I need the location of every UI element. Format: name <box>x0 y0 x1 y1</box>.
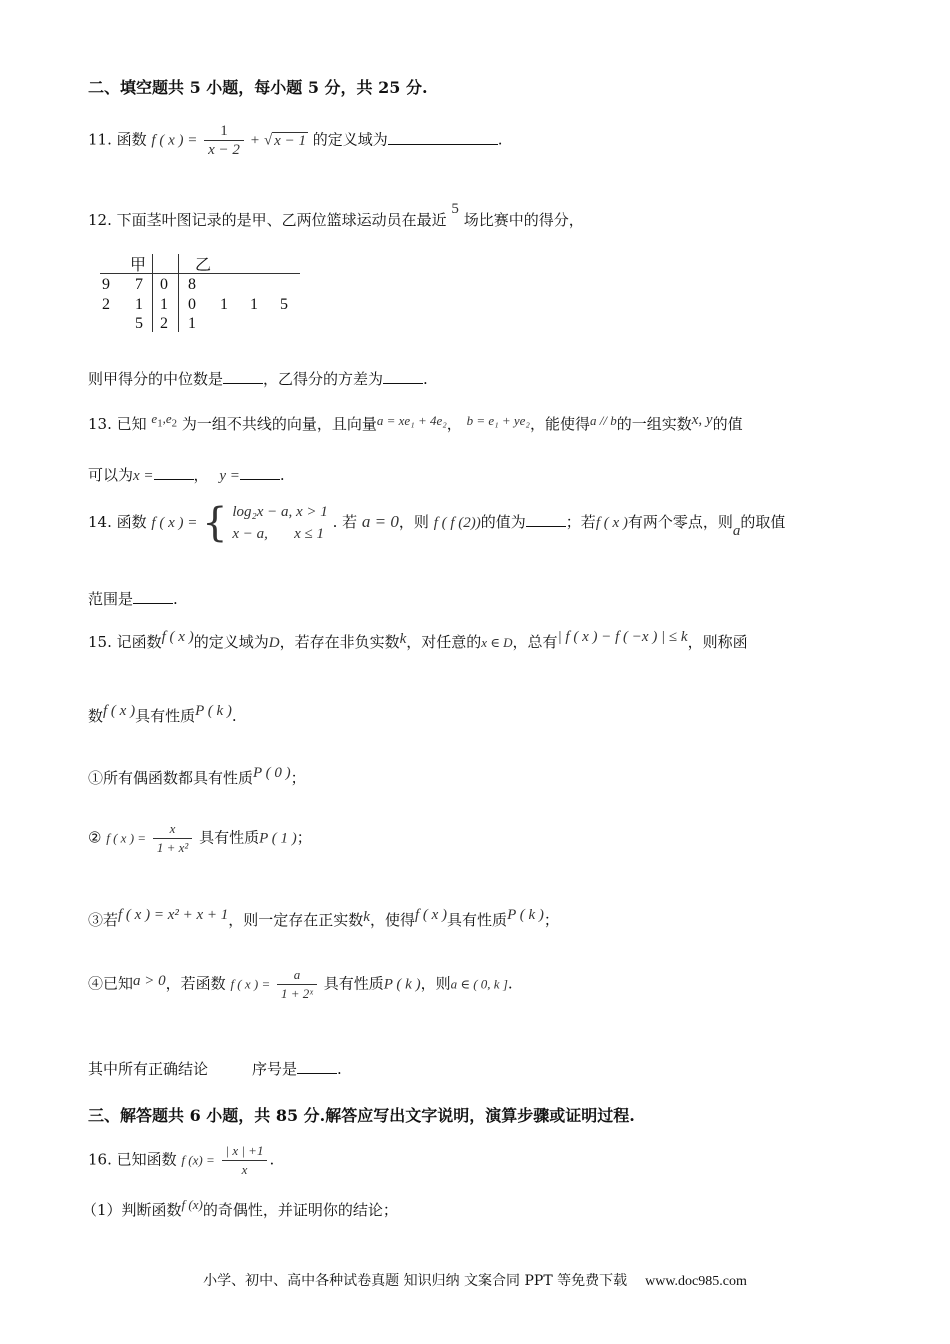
item3-k: k <box>363 909 370 925</box>
case-2: x − a, x ≤ 1 <box>232 526 325 542</box>
q16-numerator: | x | +1 <box>222 1142 268 1161</box>
item4-d: ，则 <box>420 974 451 993</box>
answer-blank <box>388 129 498 145</box>
footer-site: www.doc985.com <box>645 1274 747 1289</box>
question-12 <box>88 201 584 231</box>
answer-blank <box>297 1058 337 1074</box>
q16-fx: f (x) = <box>181 1152 215 1168</box>
q15-f: ，则称函 <box>687 633 748 651</box>
q15b-a: 数 <box>88 707 104 725</box>
item3-b: ，则一定存在正实数 <box>228 911 364 929</box>
leaf-right: 1 <box>250 296 258 313</box>
question-16-part-1 <box>82 1197 398 1221</box>
piecewise-cases <box>232 501 327 545</box>
e2-symbol: e <box>165 411 172 426</box>
q11-fx: f ( x ) = <box>151 132 198 149</box>
item4-denominator: 1 + 2ˣ <box>281 986 313 1001</box>
vector-b: b = e₁ + ye₂ <box>466 413 530 428</box>
q13b-b: ， <box>193 466 209 484</box>
q13b-x: x = <box>133 468 154 484</box>
item4-b: ，若函数 <box>165 974 226 993</box>
leaf-right: 1 <box>188 315 196 332</box>
q12-tail: 场比赛中的得分， <box>463 211 584 229</box>
question-15 <box>88 629 748 653</box>
q13-f: 的值 <box>712 415 743 433</box>
item3-c: ，使得 <box>369 911 415 929</box>
q16-1-a: （1）判断函数 <box>82 1201 182 1219</box>
q13-comma: , <box>162 411 166 426</box>
q13-d: ，能使得 <box>529 415 590 433</box>
left-brace-icon: { <box>202 500 228 546</box>
conclusion-line <box>88 1058 342 1079</box>
conclusion-c: . <box>337 1060 342 1078</box>
q15-d: ，对任意的 <box>406 633 482 651</box>
q11-tail: 的定义域为 <box>312 130 388 149</box>
item2-p1: P ( 1 ) <box>259 830 297 847</box>
leaf-left: 2 <box>102 296 110 313</box>
leaf-left: 5 <box>135 315 143 332</box>
item1-p0: P ( 0 ) <box>253 765 291 781</box>
e2-subscript: 2 <box>171 417 178 430</box>
q14-d: 的值为 <box>480 513 526 531</box>
q12b-a: 则甲得分的中位数是 <box>88 370 224 388</box>
q11-fraction <box>204 122 244 159</box>
stem-leaf-header-left: 甲 <box>130 257 147 274</box>
q14-b: . 若 <box>332 513 358 531</box>
question-12-answer <box>88 368 428 389</box>
item3-a: ③若 <box>88 911 119 929</box>
q11-lead: 11. 函数 <box>88 130 147 149</box>
q14-f: 有两个零点，则 <box>627 513 733 531</box>
q14-cond: a = 0 <box>361 512 399 531</box>
q14-fx: f ( x ) = <box>151 515 198 531</box>
question-13-answer <box>88 464 285 486</box>
answer-blank <box>133 588 173 604</box>
page-footer <box>0 1270 950 1290</box>
q14-var: a <box>732 523 741 539</box>
q12-count: 5 <box>451 201 459 217</box>
e1-subscript: 1 <box>157 417 163 430</box>
stem-leaf-divider-left <box>152 254 153 332</box>
q12b-b: ，乙得分的方差为 <box>263 370 384 388</box>
stem-leaf-divider-right <box>178 254 179 332</box>
question-11 <box>88 122 503 159</box>
stem: 1 <box>160 296 168 313</box>
q13-xy: x, y <box>691 412 713 428</box>
q14-ffx: f ( f (2)) <box>433 515 481 531</box>
item2-fraction <box>153 820 192 857</box>
answer-blank <box>383 368 423 384</box>
q13b-y: y = <box>219 468 240 484</box>
q16-b: . <box>269 1150 275 1169</box>
item3-fx: f ( x ) = x² + x + 1 <box>118 907 229 923</box>
stem-leaf-header-rule <box>100 273 300 274</box>
q12b-c: . <box>423 370 428 388</box>
item2-c: ； <box>296 828 312 847</box>
item4-pk: P ( k ) <box>383 976 421 993</box>
item3-d: 具有性质 <box>447 911 508 929</box>
item4-c: 具有性质 <box>323 974 384 993</box>
leaf-left: 7 <box>135 276 143 293</box>
q13-a: 13. 已知 <box>88 415 147 433</box>
q14-a: 14. 函数 <box>88 513 147 531</box>
q14b-a: 范围是 <box>88 590 134 608</box>
item2-fx: f ( x ) = <box>106 830 147 846</box>
leaf-right: 8 <box>188 276 196 293</box>
stem: 2 <box>160 315 168 332</box>
q14-c: ，则 <box>398 513 429 531</box>
q16-1-b: 的奇偶性，并证明你的结论； <box>202 1201 398 1219</box>
item4-a: ④已知 <box>88 974 134 993</box>
statement-1 <box>88 765 306 789</box>
q13-e: 的一组实数 <box>616 415 692 433</box>
item3-fx2: f ( x ) <box>414 907 448 923</box>
q15b-fx: f ( x ) <box>103 703 136 719</box>
parallel-condition: a // b <box>589 413 617 428</box>
statement-3 <box>88 907 559 931</box>
q13-b: 为一组不共线的向量，且向量 <box>181 415 377 433</box>
answer-blank <box>223 368 263 384</box>
q15-c: ，若存在非负实数 <box>279 633 400 651</box>
item1-b: ； <box>290 769 306 787</box>
answer-blank <box>154 464 194 480</box>
question-15-definition <box>88 703 237 727</box>
q14-g: 的取值 <box>740 513 786 531</box>
q16-fraction <box>222 1142 268 1179</box>
item2-a: ② <box>88 828 102 847</box>
sqrt-icon: √ <box>263 132 273 149</box>
q16-denominator: x <box>241 1162 248 1177</box>
question-13 <box>88 411 743 440</box>
item1-a: ①所有偶函数都具有性质 <box>88 769 254 787</box>
q15b-pk: P ( k ) <box>195 703 232 719</box>
q14-fx2: f ( x ) <box>595 515 628 531</box>
q15b-b: 具有性质 <box>135 707 196 725</box>
q15-fx: f ( x ) <box>161 629 194 645</box>
statement-2 <box>88 820 312 857</box>
item3-e: ； <box>543 911 559 929</box>
item2-denominator: 1 + x² <box>156 840 189 855</box>
q13b-a: 可以为 <box>88 466 134 484</box>
stem: 0 <box>160 276 168 293</box>
e1-symbol: e <box>151 411 158 426</box>
leaf-right: 1 <box>220 296 228 313</box>
q12-lead: 12. 下面茎叶图记录的是甲、乙两位篮球运动员在最近 <box>88 211 447 229</box>
q16-a: 16. 已知函数 <box>88 1150 177 1169</box>
question-16 <box>88 1142 274 1179</box>
q15-k: k <box>399 631 407 647</box>
q14-e: ；若 <box>565 513 596 531</box>
answer-blank <box>526 511 566 527</box>
q11-denominator: x − 2 <box>208 142 240 158</box>
stem-leaf-plot <box>100 252 305 334</box>
q15-domain: D <box>268 635 280 651</box>
conclusion-b: 序号是 <box>252 1060 298 1078</box>
q15-b: 的定义域为 <box>193 633 269 651</box>
statement-4 <box>88 966 513 1003</box>
section2-heading: 二、填空题共 5 小题，每小题 5 分，共 25 分. <box>88 78 428 97</box>
q15-xin: x ∈ D <box>481 635 513 650</box>
stem-leaf-header-right: 乙 <box>195 257 212 274</box>
q11-end: . <box>497 130 503 149</box>
leaf-right: 0 <box>188 296 196 313</box>
answer-blank <box>240 464 280 480</box>
item4-e: . <box>507 974 513 993</box>
leaf-left: 9 <box>102 276 110 293</box>
q15b-c: . <box>231 707 237 725</box>
footer-text: 小学、初中、高中各种试卷真题 知识归纳 文案合同 PPT 等免费下载 <box>203 1273 628 1289</box>
q15-a: 15. 记函数 <box>88 633 162 651</box>
q14b-b: . <box>173 590 178 608</box>
item4-fraction <box>277 966 317 1003</box>
item2-b: 具有性质 <box>199 828 260 847</box>
leaf-left: 1 <box>135 296 143 313</box>
question-14-answer <box>88 588 178 609</box>
conclusion-a: 其中所有正确结论 <box>88 1060 209 1078</box>
q11-numerator: 1 <box>204 122 244 141</box>
q16-1-fx: f (x) <box>181 1197 203 1212</box>
q13-c: ， <box>446 415 462 433</box>
q13b-c: . <box>279 466 285 484</box>
case-1: log₂x − a, x > 1 <box>232 504 328 520</box>
item2-numerator: x <box>153 820 192 839</box>
q11-plus: + <box>250 132 260 149</box>
item4-numerator: a <box>277 966 317 985</box>
item4-range: a ∈ ( 0, k ] <box>450 976 508 992</box>
item3-pk: P ( k ) <box>507 907 544 923</box>
q15-e: ，总有 <box>512 633 558 651</box>
vector-a: a = xe₁ + 4e₂ <box>376 413 447 428</box>
q15-inequality: | f ( x ) − f ( −x ) | ≤ k <box>557 629 688 645</box>
q11-radicand: x − 1 <box>274 132 306 149</box>
question-14 <box>88 500 785 545</box>
item4-cond: a > 0 <box>133 972 166 989</box>
section3-heading: 三、解答题共 6 小题，共 85 分.解答应写出文字说明，演算步骤或证明过程. <box>88 1106 635 1125</box>
leaf-right: 5 <box>280 296 288 313</box>
item4-fx: f ( x ) = <box>230 976 271 992</box>
